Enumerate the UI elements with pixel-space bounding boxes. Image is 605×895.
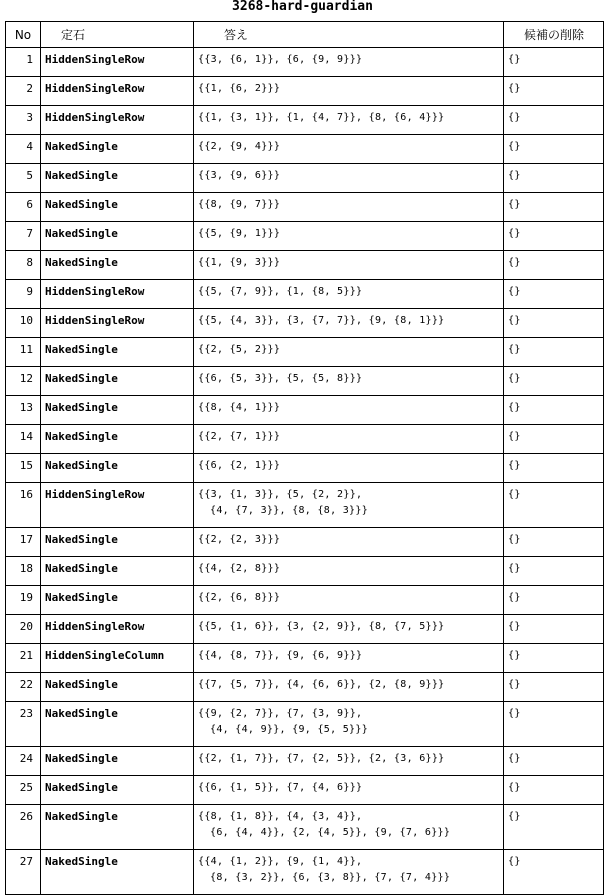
technique-cell: NakedSingle xyxy=(41,805,194,850)
row-number: 21 xyxy=(6,644,41,673)
answer-line: {{1, {9, 3}}} xyxy=(198,257,281,268)
table-header-row xyxy=(6,22,604,48)
candidate-removal-cell: {} xyxy=(504,615,604,644)
table-row xyxy=(6,557,604,586)
technique-cell: NakedSingle xyxy=(41,776,194,805)
answer-line: {{2, {1, 7}}, {7, {2, 5}}, {2, {3, 6}}} xyxy=(198,753,445,764)
answer-cell xyxy=(194,309,504,338)
table-row xyxy=(6,776,604,805)
candidate-removal-cell: {} xyxy=(504,586,604,615)
technique-cell: HiddenSingleRow xyxy=(41,106,194,135)
table-row xyxy=(6,280,604,309)
answer-cell xyxy=(194,805,504,850)
answer-cell xyxy=(194,425,504,454)
answer-cell xyxy=(194,135,504,164)
table-row xyxy=(6,251,604,280)
table-row xyxy=(6,106,604,135)
technique-cell: NakedSingle xyxy=(41,557,194,586)
technique-cell: NakedSingle xyxy=(41,747,194,776)
candidate-removal-cell: {} xyxy=(504,280,604,309)
candidate-removal-cell: {} xyxy=(504,673,604,702)
answer-cell xyxy=(194,528,504,557)
answer-line: {{6, {2, 1}}} xyxy=(198,460,281,471)
answer-cell xyxy=(194,164,504,193)
table-row xyxy=(6,644,604,673)
header-candidate-removal: 候補の削除 xyxy=(504,22,604,48)
table-row xyxy=(6,483,604,528)
answer-line: {{1, {6, 2}}} xyxy=(198,83,281,94)
candidate-removal-cell: {} xyxy=(504,48,604,77)
technique-cell: NakedSingle xyxy=(41,850,194,895)
candidate-removal-cell: {} xyxy=(504,222,604,251)
answer-cell xyxy=(194,483,504,528)
table-row xyxy=(6,454,604,483)
candidate-removal-cell: {} xyxy=(504,702,604,747)
row-number: 12 xyxy=(6,367,41,396)
answer-cell xyxy=(194,673,504,702)
table-row xyxy=(6,425,604,454)
row-number: 7 xyxy=(6,222,41,251)
table-row xyxy=(6,747,604,776)
row-number: 13 xyxy=(6,396,41,425)
answer-cell xyxy=(194,850,504,895)
row-number: 1 xyxy=(6,48,41,77)
answer-line: {{4, {2, 8}}} xyxy=(198,563,281,574)
candidate-removal-cell: {} xyxy=(504,367,604,396)
technique-cell: NakedSingle xyxy=(41,425,194,454)
answer-line: {{4, {1, 2}}, {9, {1, 4}}, xyxy=(198,856,363,867)
answer-cell xyxy=(194,615,504,644)
answer-line: {{3, {1, 3}}, {5, {2, 2}}, xyxy=(198,489,363,500)
answer-cell xyxy=(194,106,504,135)
row-number: 22 xyxy=(6,673,41,702)
row-number: 26 xyxy=(6,805,41,850)
candidate-removal-cell: {} xyxy=(504,805,604,850)
table-row xyxy=(6,135,604,164)
answer-line: {{5, {7, 9}}, {1, {8, 5}}} xyxy=(198,286,363,297)
table-row xyxy=(6,702,604,747)
answer-line: {4, {4, 9}}, {9, {5, 5}}} xyxy=(210,724,369,735)
table-row xyxy=(6,77,604,106)
row-number: 16 xyxy=(6,483,41,528)
answer-cell xyxy=(194,454,504,483)
answer-cell xyxy=(194,48,504,77)
answer-cell xyxy=(194,747,504,776)
answer-line: {{2, {9, 4}}} xyxy=(198,141,281,152)
technique-cell: NakedSingle xyxy=(41,222,194,251)
technique-cell: NakedSingle xyxy=(41,396,194,425)
technique-cell: NakedSingle xyxy=(41,338,194,367)
candidate-removal-cell: {} xyxy=(504,483,604,528)
technique-cell: HiddenSingleColumn xyxy=(41,644,194,673)
technique-cell: HiddenSingleRow xyxy=(41,483,194,528)
row-number: 15 xyxy=(6,454,41,483)
answer-line: {{5, {1, 6}}, {3, {2, 9}}, {8, {7, 5}}} xyxy=(198,621,445,632)
row-number: 2 xyxy=(6,77,41,106)
answer-cell xyxy=(194,776,504,805)
candidate-removal-cell: {} xyxy=(504,396,604,425)
technique-cell: HiddenSingleRow xyxy=(41,615,194,644)
row-number: 6 xyxy=(6,193,41,222)
candidate-removal-cell: {} xyxy=(504,850,604,895)
technique-cell: HiddenSingleRow xyxy=(41,280,194,309)
row-number: 5 xyxy=(6,164,41,193)
candidate-removal-cell: {} xyxy=(504,135,604,164)
technique-cell: NakedSingle xyxy=(41,586,194,615)
candidate-removal-cell: {} xyxy=(504,193,604,222)
table-row xyxy=(6,673,604,702)
answer-line: {{7, {5, 7}}, {4, {6, 6}}, {2, {8, 9}}} xyxy=(198,679,445,690)
technique-cell: HiddenSingleRow xyxy=(41,48,194,77)
answer-cell xyxy=(194,557,504,586)
answer-line: {{2, {2, 3}}} xyxy=(198,534,281,545)
technique-cell: NakedSingle xyxy=(41,251,194,280)
header-answer: 答え xyxy=(194,22,504,48)
answer-cell xyxy=(194,251,504,280)
answer-cell xyxy=(194,586,504,615)
row-number: 23 xyxy=(6,702,41,747)
row-number: 4 xyxy=(6,135,41,164)
row-number: 20 xyxy=(6,615,41,644)
answer-line: {{6, {1, 5}}, {7, {4, 6}}} xyxy=(198,782,363,793)
row-number: 3 xyxy=(6,106,41,135)
row-number: 9 xyxy=(6,280,41,309)
candidate-removal-cell: {} xyxy=(504,644,604,673)
technique-cell: NakedSingle xyxy=(41,528,194,557)
answer-cell xyxy=(194,367,504,396)
answer-cell xyxy=(194,702,504,747)
table-row xyxy=(6,222,604,251)
answer-cell xyxy=(194,222,504,251)
table-row xyxy=(6,850,604,895)
answer-line: {8, {3, 2}}, {6, {3, 8}}, {7, {7, 4}}} xyxy=(210,872,451,883)
table-row xyxy=(6,615,604,644)
table-row xyxy=(6,193,604,222)
candidate-removal-cell: {} xyxy=(504,106,604,135)
answer-line: {{8, {4, 1}}} xyxy=(198,402,281,413)
technique-cell: NakedSingle xyxy=(41,673,194,702)
row-number: 27 xyxy=(6,850,41,895)
candidate-removal-cell: {} xyxy=(504,776,604,805)
table-row xyxy=(6,164,604,193)
candidate-removal-cell: {} xyxy=(504,454,604,483)
row-number: 11 xyxy=(6,338,41,367)
answer-cell xyxy=(194,644,504,673)
row-number: 25 xyxy=(6,776,41,805)
row-number: 14 xyxy=(6,425,41,454)
answer-line: {{1, {3, 1}}, {1, {4, 7}}, {8, {6, 4}}} xyxy=(198,112,445,123)
page-title: 3268-hard-guardian xyxy=(232,0,373,14)
candidate-removal-cell: {} xyxy=(504,557,604,586)
technique-cell: NakedSingle xyxy=(41,367,194,396)
candidate-removal-cell: {} xyxy=(504,77,604,106)
table-row xyxy=(6,528,604,557)
technique-cell: HiddenSingleRow xyxy=(41,309,194,338)
table-row xyxy=(6,309,604,338)
row-number: 18 xyxy=(6,557,41,586)
answer-line: {6, {4, 4}}, {2, {4, 5}}, {9, {7, 6}}} xyxy=(210,827,451,838)
row-number: 24 xyxy=(6,747,41,776)
answer-line: {{8, {1, 8}}, {4, {3, 4}}, xyxy=(198,811,363,822)
row-number: 8 xyxy=(6,251,41,280)
answer-line: {4, {7, 3}}, {8, {8, 3}}} xyxy=(210,505,369,516)
technique-cell: NakedSingle xyxy=(41,135,194,164)
technique-cell: NakedSingle xyxy=(41,164,194,193)
candidate-removal-cell: {} xyxy=(504,425,604,454)
table-row xyxy=(6,367,604,396)
table-body xyxy=(6,48,604,895)
answer-cell xyxy=(194,280,504,309)
answer-line: {{9, {2, 7}}, {7, {3, 9}}, xyxy=(198,708,363,719)
answer-cell xyxy=(194,193,504,222)
candidate-removal-cell: {} xyxy=(504,338,604,367)
table-row xyxy=(6,396,604,425)
candidate-removal-cell: {} xyxy=(504,528,604,557)
candidate-removal-cell: {} xyxy=(504,747,604,776)
candidate-removal-cell: {} xyxy=(504,309,604,338)
answer-line: {{2, {5, 2}}} xyxy=(198,344,281,355)
row-number: 17 xyxy=(6,528,41,557)
answer-line: {{4, {8, 7}}, {9, {6, 9}}} xyxy=(198,650,363,661)
answer-cell xyxy=(194,77,504,106)
candidate-removal-cell: {} xyxy=(504,251,604,280)
candidate-removal-cell: {} xyxy=(504,164,604,193)
row-number: 19 xyxy=(6,586,41,615)
answer-line: {{5, {9, 1}}} xyxy=(198,228,281,239)
header-technique: 定石 xyxy=(41,22,194,48)
table-row xyxy=(6,48,604,77)
answer-line: {{8, {9, 7}}} xyxy=(198,199,281,210)
header-no: No xyxy=(6,22,41,48)
answer-line: {{2, {6, 8}}} xyxy=(198,592,281,603)
technique-cell: NakedSingle xyxy=(41,702,194,747)
answer-line: {{3, {6, 1}}, {6, {9, 9}}} xyxy=(198,54,363,65)
table-row xyxy=(6,805,604,850)
table-row xyxy=(6,338,604,367)
row-number: 10 xyxy=(6,309,41,338)
answer-line: {{5, {4, 3}}, {3, {7, 7}}, {9, {8, 1}}} xyxy=(198,315,445,326)
technique-cell: NakedSingle xyxy=(41,193,194,222)
answer-line: {{2, {7, 1}}} xyxy=(198,431,281,442)
table-row xyxy=(6,586,604,615)
answer-cell xyxy=(194,396,504,425)
technique-cell: NakedSingle xyxy=(41,454,194,483)
answer-line: {{6, {5, 3}}, {5, {5, 8}}} xyxy=(198,373,363,384)
solution-table xyxy=(5,21,604,895)
answer-cell xyxy=(194,338,504,367)
technique-cell: HiddenSingleRow xyxy=(41,77,194,106)
answer-line: {{3, {9, 6}}} xyxy=(198,170,281,181)
